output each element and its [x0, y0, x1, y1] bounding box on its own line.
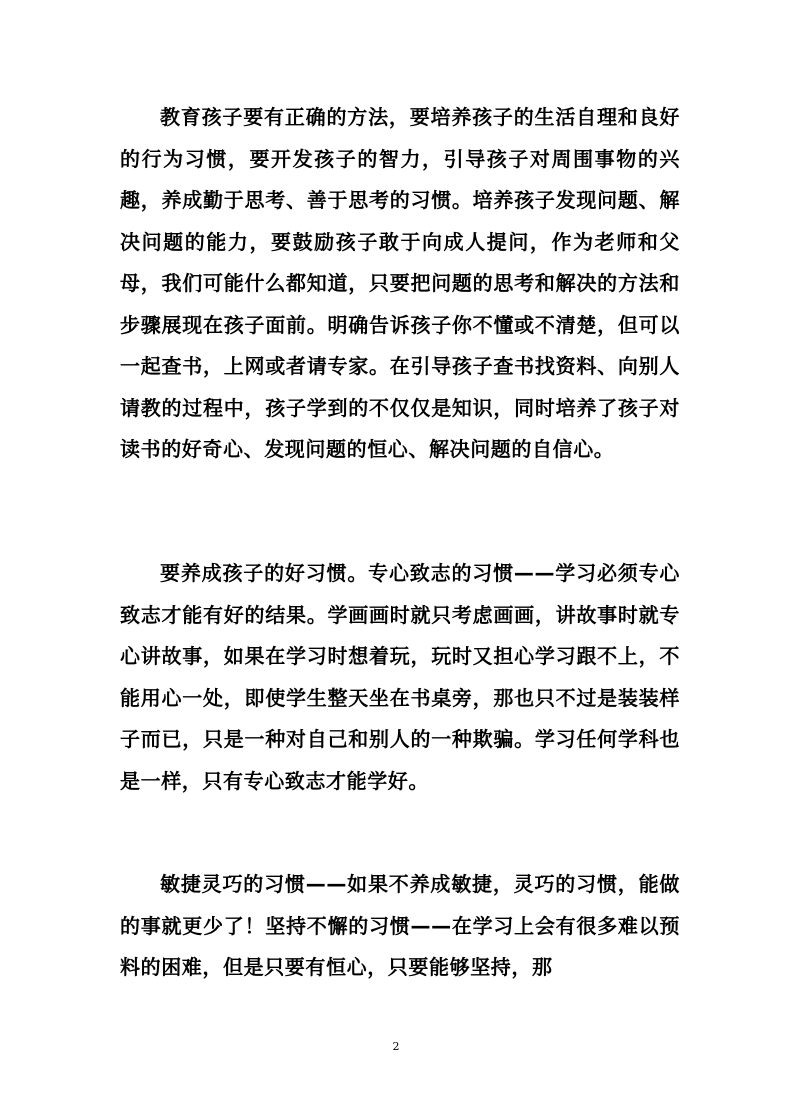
- page-number: 2: [392, 1040, 400, 1053]
- paragraph-2: 要养成孩子的好习惯。专心致志的习惯——学习必须专心致志才能有好的结果。学画画时就只考虑画画，讲故事时就专心讲故事，如果在学习时想着玩，玩时又担心学习跟不上，不能用心一处，即使学生整天坐在书桌旁，那也只不过是装装样子而已，只是一种对自己和别人的一种欺骗。学习任何学科也是一样，只有专心致志才能学好。: [120, 561, 680, 793]
- paragraph-3: 敏捷灵巧的习惯——如果不养成敏捷，灵巧的习惯，能做的事就更少了！坚持不懈的习惯——在学习上会有很多难以预料的困难，但是只要有恒心，只要能够坚持，那: [120, 872, 680, 979]
- paragraph-1: 教育孩子要有正确的方法，要培养孩子的生活自理和良好的行为习惯，要开发孩子的智力，引导孩子对周围事物的兴趣，养成勤于思考、善于思考的习惯。培养孩子发现问题、解决问题的能力，要鼓励孩子敢于向成人提问，作为老师和父母，我们可能什么都知道，只要把问题的思考和解决的方法和步骤展现在孩子面前。明确告诉孩子你不懂或不清楚，但可以一起查书，上网或者请专家。在引导孩子查书找资料、向别人请教的过程中，孩子学到的不仅仅是知识，同时培养了孩子对读书的好奇心、发现问题的恒心、解决问题的自信心。: [120, 105, 680, 461]
